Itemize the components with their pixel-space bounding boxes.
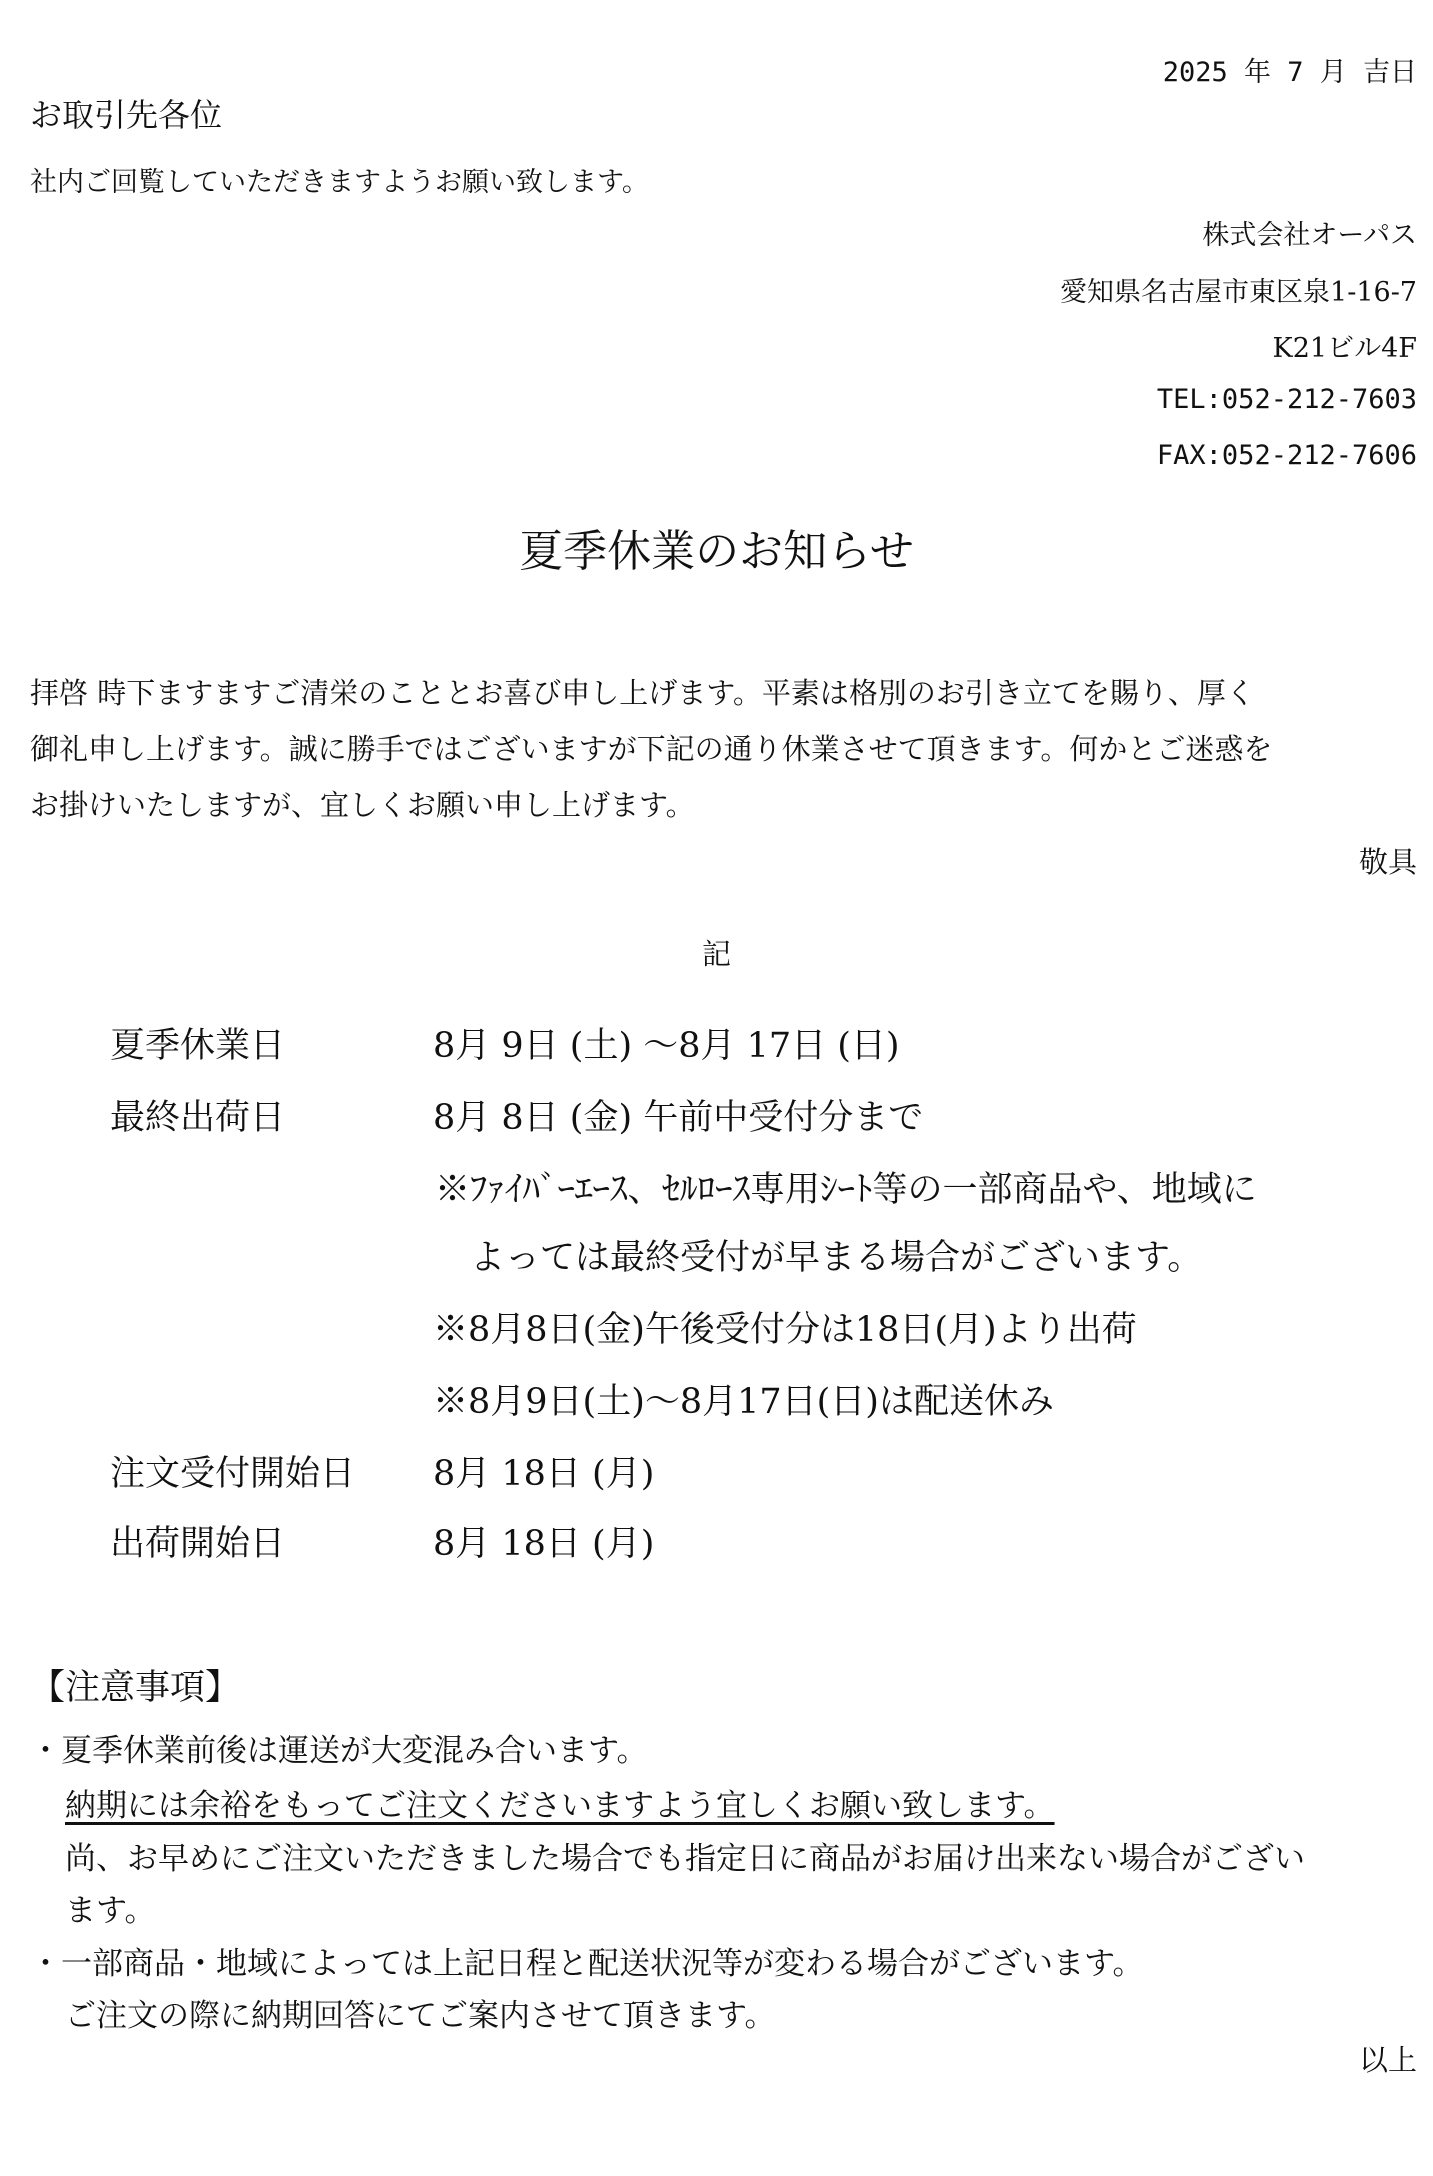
company-tel: TEL:052-212-7603 (1156, 384, 1417, 415)
company-fax: FAX:052-212-7606 (1156, 440, 1417, 471)
greeting-line: お掛けいたしますが、宜しくお願い申し上げます。 (30, 788, 695, 822)
closing-keigu: 敬具 (1358, 845, 1417, 879)
schedule-note-3: ※8月9日(土)～8月17日(日)は配送休み (433, 1382, 1054, 1422)
order-start-label: 注文受付開始日 (110, 1454, 356, 1494)
ki-marker: 記 (701, 937, 731, 971)
greeting-body (30, 665, 1420, 833)
ship-start-label: 出荷開始日 (110, 1524, 286, 1564)
notice-item-1-detail: 尚、お早めにご注文いただきました場合でも指定日に商品がお届け出来ない場合がござい (65, 1841, 1305, 1877)
holiday-value: 8月 9日 (土) ～8月 17日 (日) (433, 1026, 900, 1066)
notice-item-1-detail-cont: ます。 (65, 1893, 156, 1929)
schedule-note-1-cont: よっては最終受付が早まる場合がございます。 (470, 1238, 1203, 1278)
company-building: K21ビル4F (1272, 333, 1417, 364)
recipient: お取引先各位 (30, 96, 223, 134)
notice-item-1-emphasis: 納期には余裕をもってご注文くださいますよう宜しくお願い致します。 (65, 1788, 1055, 1824)
company-address: 愛知県名古屋市東区泉1-16-7 (1060, 277, 1417, 308)
schedule-note-2: ※8月8日(金)午後受付分は18日(月)より出荷 (433, 1310, 1137, 1350)
greeting-line: 御礼申し上げます。誠に勝手ではございますが下記の通り休業させて頂きます。何かとご迷惑を (30, 732, 1273, 766)
closing-ijo: 以上 (1358, 2043, 1417, 2077)
notice-item-1: ・夏季休業前後は運送が大変混み合います。 (30, 1733, 648, 1769)
order-start-value: 8月 18日 (月) (433, 1454, 655, 1494)
last-ship-label: 最終出荷日 (110, 1098, 286, 1138)
circulation-note: 社内ご回覧していただきますようお願い致します。 (30, 167, 649, 198)
issue-date: 2025 年 7 月 吉日 (1162, 57, 1417, 88)
ship-start-value: 8月 18日 (月) (433, 1524, 655, 1564)
notice-header: 【注意事項】 (30, 1668, 241, 1708)
notice-item-2-detail: ご注文の際に納期回答にてご案内させて頂きます。 (65, 1998, 776, 2034)
last-ship-value: 8月 8日 (金) 午前中受付分まで (433, 1098, 924, 1138)
notice-item-2: ・一部商品・地域によっては上記日程と配送状況等が変わる場合がございます。 (30, 1946, 1144, 1982)
document-title: 夏季休業のお知らせ (519, 526, 914, 577)
holiday-label: 夏季休業日 (110, 1026, 286, 1066)
schedule-note-1: ※ﾌｧｲﾊﾞｰｴｰｽ、ｾﾙﾛｰｽ専用ｼｰﾄ等の一部商品や、地域に (435, 1170, 1257, 1210)
company-name: 株式会社オーパス (1202, 220, 1417, 251)
greeting-line: 拝啓 時下ますますご清栄のこととお喜び申し上げます。平素は格別のお引き立てを賜り、厚く (30, 676, 1255, 710)
